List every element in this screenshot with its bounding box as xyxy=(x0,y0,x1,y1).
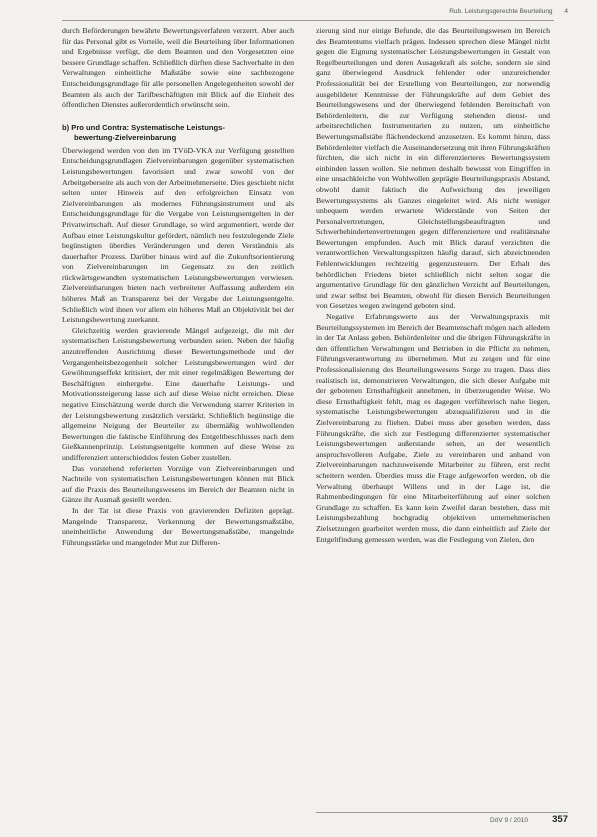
footer-rule xyxy=(316,812,568,813)
intro-paragraph: durch Beförderungen bewährte Bewertungsverfahren verzerrt. Aber auch für das Personal gibt es Vorteile, weil die Beurteilung über Informationen und Ergebnisse verfügt, die dem Beamten und den Vorgesetzten eine bessere Grundlage schaffen. Schließlich dürften diese Sachverhalte in den Verwaltungen einheitliche Maßstäbe sowie eine sachbezogene Entscheidungsgrundlage für alle personellen Angelegenheiten sowohl der Beamten als auch der Tarifbeschäftigten mit Blick auf die Einheit des öffentlichen Dienstes außerordentlich erwünscht sein. xyxy=(62,26,294,110)
body-paragraph: Negative Erfahrungswerte aus der Verwaltungspraxis mit Beurteilungssystemen im Bereich der Beamtenschaft mögen nach alledem in der Tat Anlass geben. Behördenleiter und die übrigen Führungskräfte in den öffentlichen Verwaltungen und Betrieben in die Pflicht zu nehmen, Führungsverantwortung zu übernehmen. Mut zu zeigen und für eine Professionalisierung des Beurteilungswesens Sorge zu tragen. Dass dies realistisch ist, demonstrieren Verwaltungen, die sich dieser Aufgabe mit der gebotenen Ernsthaftigkeit annehmen, in überzeugender Weise. Wo diese Ernsthaftigkeit fehlt, mag es dagegen verführerisch nahe liegen, systematische Leistungsbewertungen abzuqualifizieren und in die Zielvereinbarung zu fliehen. Dabei muss aber gesehen werden, dass Führungskräfte, die sich zur Festlegung differenzierter systematischer Leistungsbewertungen außerstande sehen, an der wesentlich anspruchsvolleren Aufgabe, Ziele zu vereinbaren und anhand von Zielvereinbarungen nachzuweisende Mitarbeiter zu führen, erst recht scheitern werden. Überdies muss die Frage aufgeworfen werden, ob die Verwaltung überhaupt Willens und in der Lage ist, die Rahmenbedingungen für eine Mitarbeiterführung auf einer solchen Grundlage zu schaffen. Es kann kein Zweifel daran bestehen, dass mit Leistungsbezahlung hochgradig objektiven unternehmerischen Zielsetzungen gearbeitet werden muss, die dann einheitlich auf Ziele der Entgeltfindung gemessen werden, was die Festlegung von Zielen, den xyxy=(316,312,550,544)
section-heading-line2: bewertung-Zielvereinbarung xyxy=(74,132,177,142)
body-paragraph: Das vorstehend referierten Vorzüge von Zielvereinbarungen und Nachteile von systematischen Leistungsbewertungen können mit Blick auf die Praxis des Beurteilungswesens im Bereich der Beamten nicht in Gänze ihr Ausmaß gestellt werden. xyxy=(62,463,294,505)
body-paragraph: Gleichzeitig werden gravierende Mängel aufgezeigt, die mit der systematischen Leistungsbewertung verbunden seien. Neben der häufig anzutreffenden Ausrichtung dieser Bewertungsmethode und der Vergangenheitsbezogenheit solcher Leistungsbewertungen wird der Gewöhnungseffekt kritisiert, der mit einer regelmäßigen Bewertung der Beschäftigten einhergehe. Eine dauerhafte Leistungs- und Motivationssteigerung lasse sich auf diese Weise nicht erreichen. Diese negative Einschätzung werde durch die Verwendung starrer Kriterien in der Leistungsbewertung zusätzlich verstärkt. Schließlich begünstige die allgemeine Neigung der Beurteiler zu übermäßig wohlwollenden Bewertungen die faktische Einführung des Entgeltbeschlusses nach dem Gießkannenprinzip. Leistungsentgelte kommen auf diese Weise zu undifferenziert unterschiedslos festen Geber zustellen. xyxy=(62,325,294,462)
section-heading-line1: b) Pro und Contra: Systematische Leistungs- xyxy=(62,122,225,132)
header-section-title: Rub. Leistungsgerechte Beurteilung xyxy=(449,8,553,15)
right-column xyxy=(316,26,550,545)
issue-label: DöV 9 / 2010 xyxy=(490,817,528,824)
body-paragraph: Überwiegend werden von den im TVöD-VKA zur Verfügung gestellten Entscheidungsgrundlagen Zielvereinbarungen gegenüber systematischen Leistungsbewertungen favorisiert und zwar sowohl von der Arbeitgeberseite als auch von der Arbeitnehmerseite. Dies geschieht nicht selten unter Hinweis auf den erfolgreichen Einsatz von Zielvereinbarungen als modernes Führungsinstrument und als Entscheidungsgrundlage für die Vergabe von Leistungsentgelten in der Privatwirtschaft. Auf dieser Grundlage, so wird argumentiert, werde der Aufbau einer Leistungskultur gefördert, nämlich neu festzulegende Ziele begünstigten überdies Veränderungen und deren Verständnis als dauerhafter Prozess. Darüber hinaus wird auf die Zukunftsorientierung von Zielvereinbarungen im Gegensatz zu den zeitlich rückwärtsgewandten systematischen Leistungsbewertungen verwiesen. Zielvereinbarungen bieten nach verbreiteter Auffassung außerdem ein höheres Maß an Transparenz bei der Vergabe der Leistungsentgelte. Schließlich wird ihnen vor allem ein höheres Maß an Objektivität bei der Leistungsbewertung zuerkannt. xyxy=(62,145,294,325)
left-column xyxy=(62,26,294,548)
page-footer xyxy=(316,812,568,825)
header-rule xyxy=(62,20,554,21)
body-paragraph: zierung sind nur einige Befunde, die das Beurteilungswesen im Bereich des Beamtentums vielfach prägen. Indessen sprechen diese Mängel nicht gegen die Eignung systematischer Leistungsbewertungen in Gestalt von Regelbeurteilungen und deren Ausagekraft als solche, sondern sie sind ganz überwiegend Ausdruck fehlender oder unzureichender Professionalität bei der Erstellung von Beurteilungen, zur notwendig ausgebildeter Kenntnisse der Führungskräfte auf dem Gebiet des Beurteilungswesens und der überwiegend fehlenden Bereitschaft von Behördenleitern, die zur Verfügung stehenden dienst- und arbeitsrechtlichen Instrumentarien zu nutzen, um einheitliche Bewertungsmaßstäbe flächendeckend anzusetzen. Es kommt hinzu, dass Behördenleiter vielfach die Auseinandersetzung mit ihren Führungskräften fürchten, die sich nicht in ein differenzierteres Bewertungssystem einbinden lassen wollen. Sie nehmen deshalb bewusst von Eingriffen in eine unsachkleiche von Wohlwollen geprägte Beurteilungspraxis Abstand, obwohl damit faktisch die Aufweichung des jeweiligen Bewertungssystems als Ganzes eingeleitet wird. Als nicht weniger unbequem werden erwartete Widerstände von Seiten der Personalvertretungen, Gleichstellungsbeauftragten und Schwerbehindertenvertretungen gegen differenziertere und realitätsnahe Bewertungen empfunden. Auch mit Blick darauf verzichten die verantwortlichen Verwaltungsspitzen häufig darauf, sich abzeichnenden Fehlentwicklungen rechtzeitig gegenzusteuern. Der Erhalt des behördlichen Friedens bietet schließlich nicht selten sogar die argumentative Grundlage für den gänzlichen Verzicht auf Beurteilungen, und zwar selbst bei Beamten, obwohl für diesen Bereich Beurteilungen von Gesetzes wegen zwingend geboten sind. xyxy=(316,26,550,311)
header-page-marker: 4 xyxy=(564,8,568,15)
body-paragraph: In der Tat ist diese Praxis von gravierenden Defiziten geprägt. Mangelnde Transparenz, Verkennung der Bewertungsmaßstäbe, uneinheitliche Anwendung der Bewertungsmaßstäbe, mangelnde Führungsstärke und mangelnder Mut zur Differen- xyxy=(62,505,294,547)
section-heading xyxy=(62,123,294,143)
page-number: 357 xyxy=(552,814,568,825)
running-header xyxy=(62,8,568,22)
